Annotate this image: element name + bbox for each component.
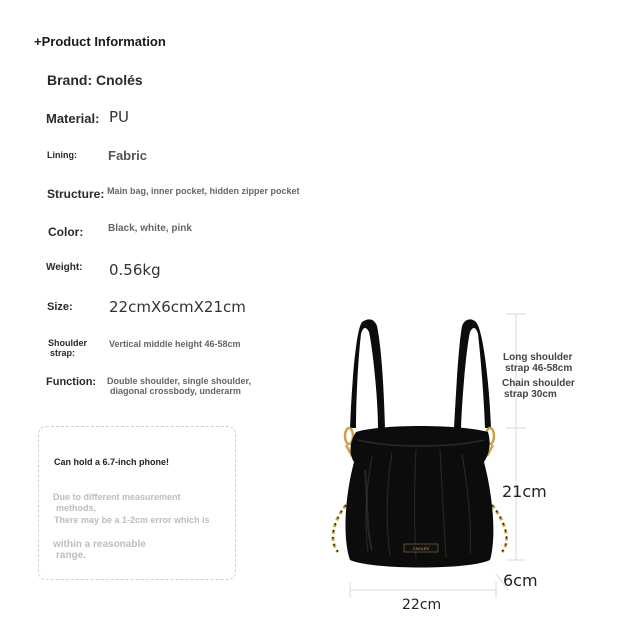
- chain-strap-label: [502, 378, 575, 400]
- measurement-note-line1: Due to different measurement: [53, 492, 181, 502]
- brand-label: Brand: Cnolés: [47, 72, 143, 88]
- bag-body: [345, 426, 493, 568]
- long-strap-label-line2: strap 46-58cm: [505, 363, 573, 374]
- phone-capacity-note: Can hold a 6.7-inch phone!: [54, 457, 170, 467]
- material-label: Material:: [46, 111, 100, 126]
- weight-label: Weight:: [46, 262, 83, 273]
- chain-strap-label-line2: strap 30cm: [504, 389, 557, 400]
- measurement-note-line2: methods,: [56, 503, 97, 513]
- bag-illustration: [300, 300, 630, 630]
- color-label: Color:: [48, 225, 84, 239]
- weight-value: 0.56kg: [109, 261, 161, 279]
- shoulder-strap-label-line1: Shoulder: [48, 338, 88, 348]
- size-label: Size:: [47, 301, 73, 313]
- structure-label: Structure:: [47, 187, 105, 201]
- function-value-line2: diagonal crossbody, underarm: [110, 386, 241, 396]
- height-dimension: 21cm: [502, 482, 547, 501]
- long-strap-label-line1: Long shoulder: [503, 352, 573, 363]
- width-dimension: 22cm: [402, 597, 442, 613]
- material-value: PU: [109, 108, 130, 126]
- lining-value: Fabric: [108, 148, 148, 163]
- shoulder-strap-label: [48, 338, 87, 358]
- measurement-note: [53, 492, 181, 514]
- depth-dimension: 6cm: [503, 571, 538, 590]
- lining-label: Lining:: [47, 150, 77, 160]
- shoulder-strap-label-line2: strap:: [50, 348, 76, 358]
- color-value: Black, white, pink: [108, 223, 192, 234]
- range-note-line1: within a reasonable: [53, 539, 146, 550]
- brand-plate-text: CNOLÉS: [412, 546, 430, 551]
- function-value-line1: Double shoulder, single shoulder,: [107, 376, 252, 386]
- function-label: Function:: [46, 376, 97, 388]
- range-note: [53, 539, 146, 561]
- range-note-line2: range.: [56, 550, 87, 561]
- size-value: 22cmX6cmX21cm: [109, 298, 246, 316]
- shoulder-straps: [350, 319, 491, 428]
- section-title: +Product Information: [34, 34, 166, 49]
- error-note: There may be a 1-2cm error which is: [54, 515, 210, 525]
- chain-strap-label-line1: Chain shoulder: [502, 378, 575, 389]
- shoulder-strap-value: Vertical middle height 46-58cm: [109, 339, 241, 349]
- function-value: [107, 376, 251, 396]
- structure-value: Main bag, inner pocket, hidden zipper pocket: [107, 186, 300, 196]
- long-strap-label: [503, 352, 572, 374]
